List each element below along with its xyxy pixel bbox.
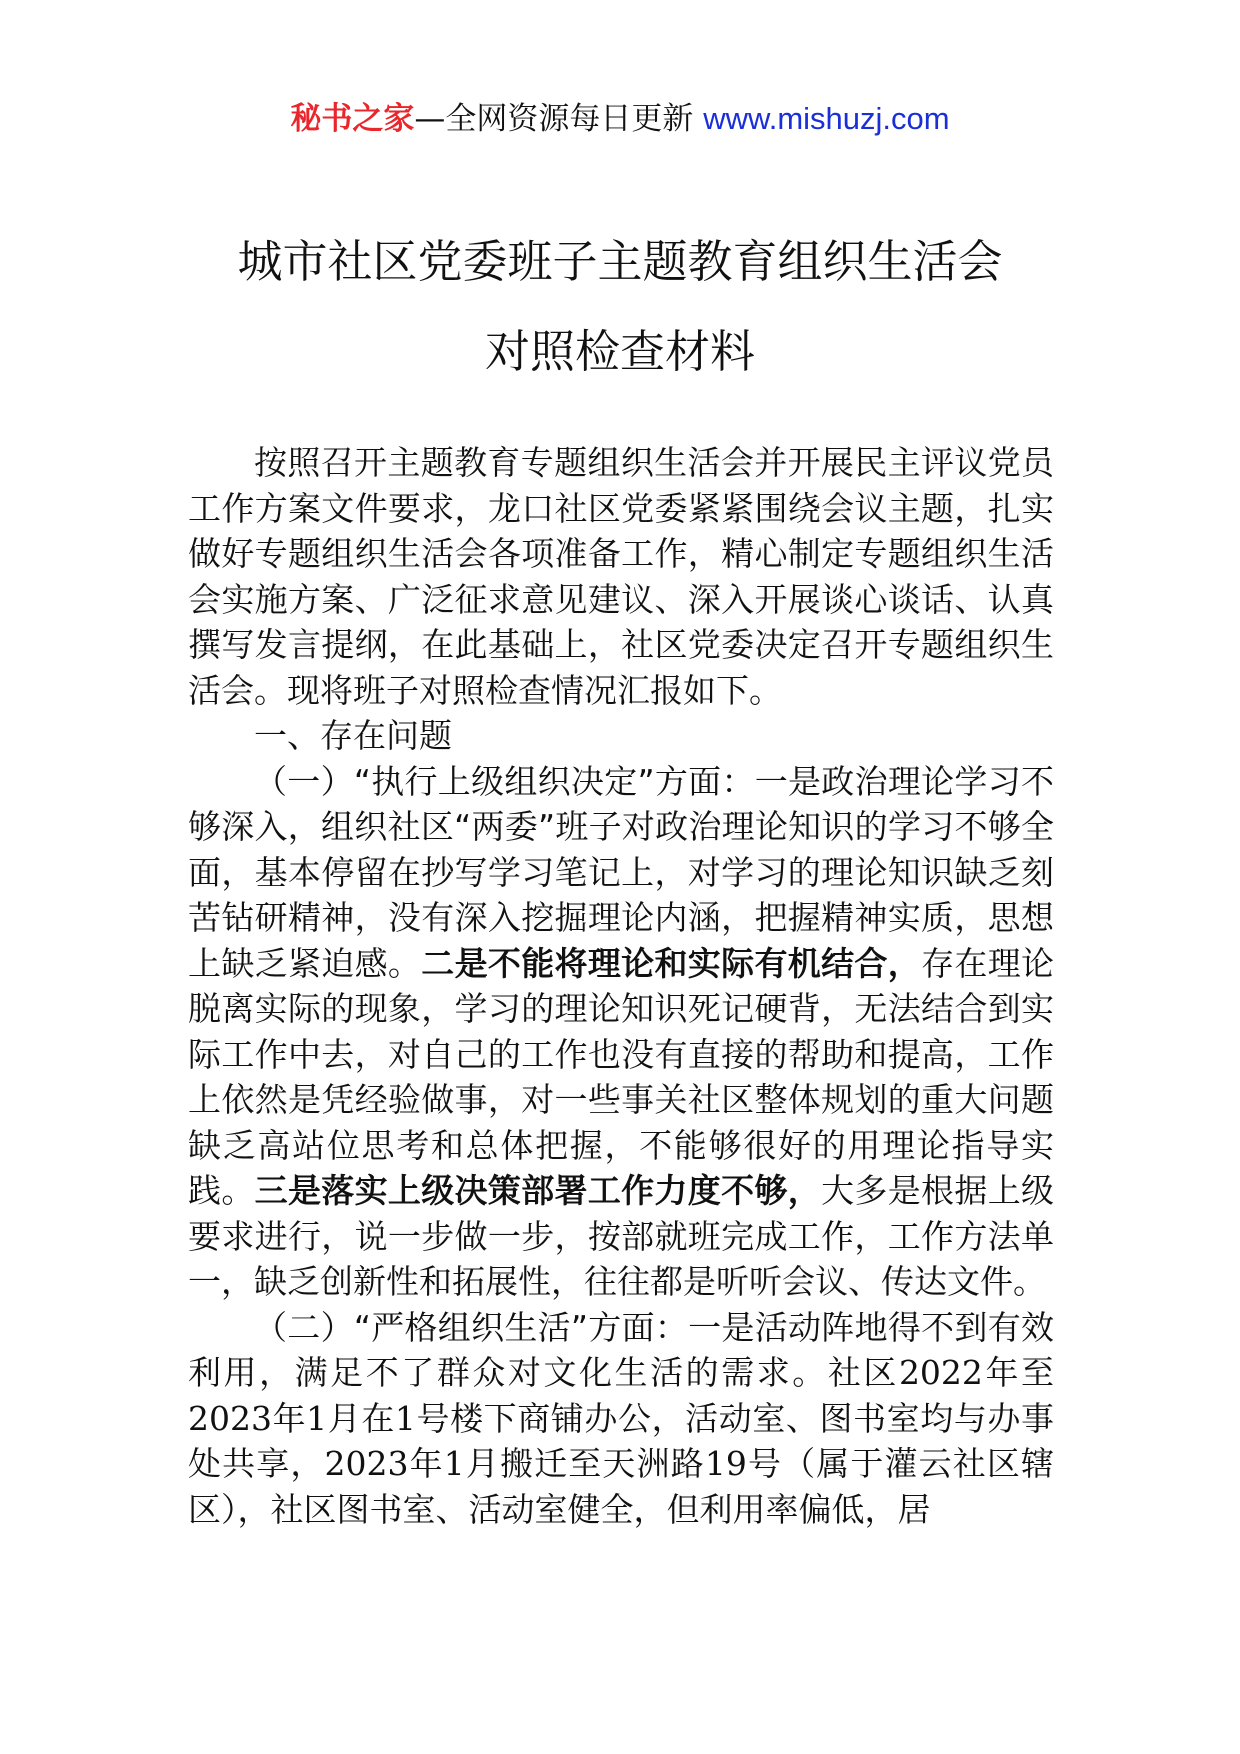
para2-text-8: 号（属于灌云社区辖区），社区图书室、活动室健全，但利用率偏低，居 bbox=[188, 1444, 1055, 1529]
para2-year-2023: 2023 bbox=[188, 1398, 272, 1438]
header-slogan: —全网资源每日更新 bbox=[414, 101, 694, 137]
document-body bbox=[188, 440, 1054, 1532]
site-header bbox=[0, 98, 1240, 140]
website-link[interactable]: www.mishuzj.com bbox=[703, 101, 950, 136]
para2-text-5: 号楼下商铺办公，活动室、图书室均与办事处共享， bbox=[188, 1398, 1055, 1483]
intro-paragraph: 按照召开主题教育专题组织生活会并开展民主评议党员工作方案文件要求，龙口社区党委紧紧围绕会议主题，扎实做好专题组织生活会各项准备工作，精心制定专题组织生活会实施方案、广泛征求意见建议、深入开展谈心谈话、认真撰写发言提纲，在此基础上，社区党委决定召开专题组织生活会。现将班子对照检查情况汇报如下。 bbox=[188, 443, 1054, 710]
para2-text-1: （二）“严格组织生活”方面：一是活动阵地得不到有效利用，满足不了群众对文化生活的需求。社区 bbox=[188, 1307, 1054, 1392]
paragraph-execute-decisions bbox=[188, 759, 1054, 1305]
para1-text-3: 存在理论脱离实际的现象，学习的理论知识死记硬背，无法结合到实际工作中去，对自己的工作也没有直接的帮助和提高，工作上依然是凭经验做事，对一些事关社区整体规划的重大问题缺乏高站位思考和总体把握，不能够很好的用理论指导实践。 bbox=[188, 943, 1055, 1210]
document-title-line1: 城市社区党委班子主题教育组织生活会 bbox=[237, 235, 1003, 288]
brand-name: 秘书之家 bbox=[290, 101, 415, 137]
para1-text-2: 组织社区“两委”班子对政治理论知识的学习不够全面，基本停留在抄写学习笔记上，对学习的理论知识缺乏刻苦钻研精神，没有深入挖掘理论内涵，把握精神实质，思想上缺乏紧迫感。 bbox=[188, 807, 1054, 983]
para1-bold-point-2: 二是不能将理论和实际有机结合， bbox=[421, 943, 922, 983]
para2-text-4: 月在 bbox=[327, 1398, 395, 1438]
para1-text-4: 大多是根据上级要求进行，说一步做一步，按部就班完成工作，工作方法单一，缺乏创新性和拓展性，往往都是听听会议、传达文件。 bbox=[188, 1171, 1055, 1301]
para2-building-1: 1 bbox=[394, 1398, 416, 1438]
document-title-line2: 对照检查材料 bbox=[484, 325, 755, 378]
para2-month-1-b: 1 bbox=[443, 1444, 465, 1483]
para2-text-6: 年 bbox=[408, 1444, 444, 1483]
para1-bold-point-3: 三是落实上级决策部署工作力度不够， bbox=[254, 1171, 822, 1210]
para2-month-1: 1 bbox=[306, 1398, 328, 1438]
para2-text-2: 年至 bbox=[982, 1353, 1055, 1392]
section-heading-problems: 一、存在问题 bbox=[254, 716, 452, 755]
para2-text-7: 月搬迁至天洲路 bbox=[464, 1444, 705, 1483]
para1-text-1: （一）“执行上级组织决定”方面：一是政治理论学习不够深入， bbox=[188, 761, 1054, 846]
para2-year-2022: 2022 bbox=[898, 1353, 983, 1392]
para2-text-3: 年 bbox=[271, 1398, 307, 1438]
paragraph-organization-life bbox=[188, 1305, 1054, 1533]
para2-address-19: 19 bbox=[704, 1444, 747, 1483]
para2-year-2023-b: 2023 bbox=[324, 1444, 409, 1483]
